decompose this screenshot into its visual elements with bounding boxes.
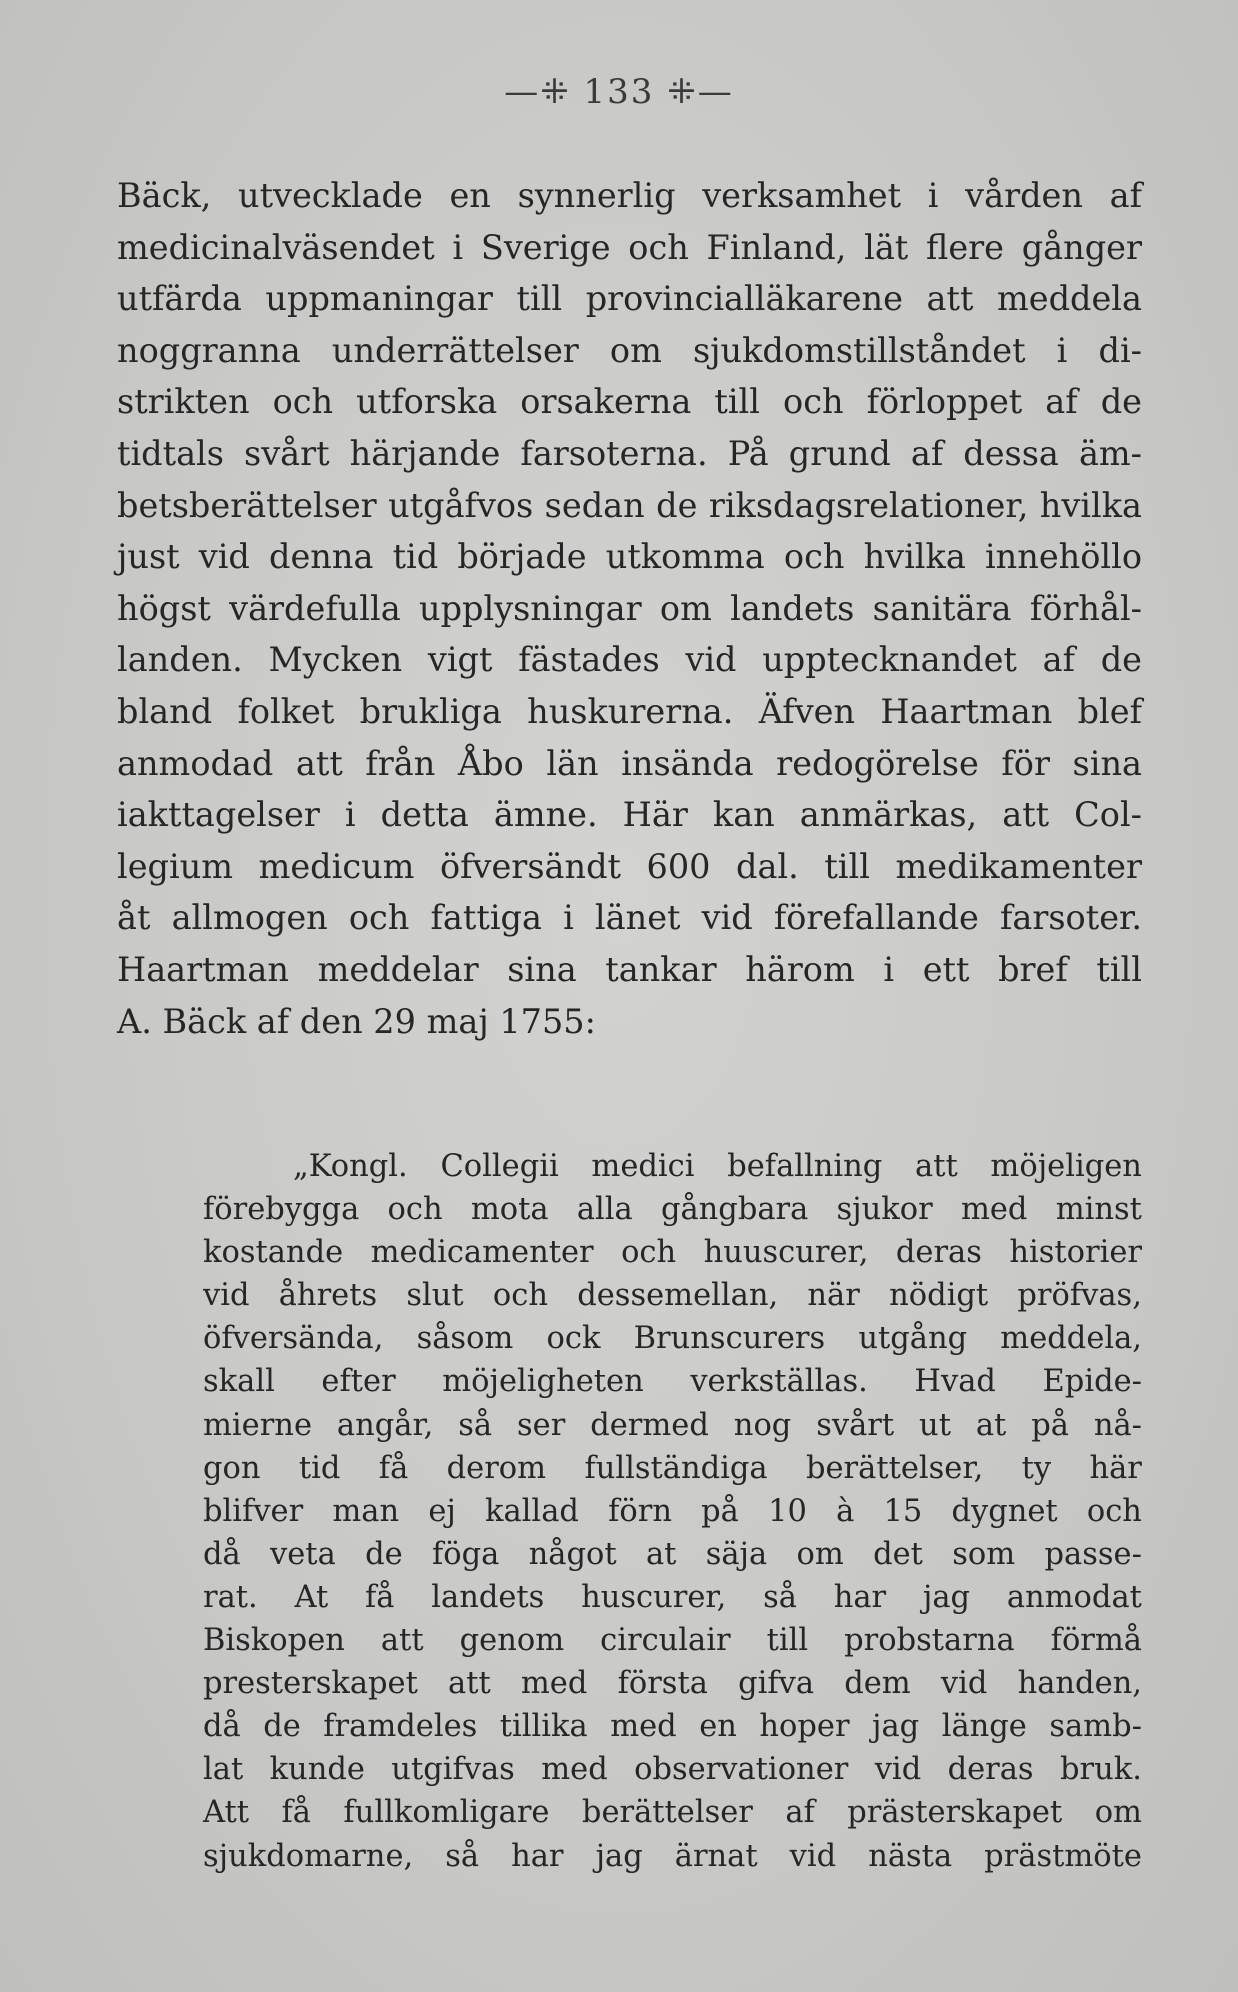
quote-word: tid (298, 1450, 341, 1486)
quote-word: „Kongl. (293, 1149, 408, 1184)
quote-word: det (873, 1536, 923, 1572)
quote-word: jag (595, 1838, 643, 1874)
paragraph-line: Haartman meddelar sina tankar härom i ett bref till (117, 949, 1142, 989)
quote-word: huuscurer, (703, 1235, 869, 1271)
paragraph-line: anmodad att från Åbo län insända redogörelse för sina (117, 743, 1142, 783)
quote-word: såsom (416, 1321, 514, 1357)
quote-word: probstarna (844, 1623, 1015, 1659)
quote-word: en (699, 1709, 737, 1745)
paragraph-line: Bäck, utvecklade en synnerlig verksamhet i vården af (117, 176, 1142, 215)
quote-line (203, 1231, 1142, 1274)
quote-word: ock (546, 1321, 601, 1357)
quote-word: sjukor (836, 1192, 933, 1228)
quote-word: gifva (738, 1666, 815, 1702)
quote-word: förebygga (203, 1192, 360, 1228)
quote-word: circulair (600, 1623, 731, 1659)
quote-word: medicamenter (370, 1235, 594, 1271)
quote-word: möjeligheten (442, 1364, 644, 1400)
quote-word: slut (406, 1278, 464, 1314)
paragraph-line: noggranna underrättelser om sjukdomstillståndet i di- (117, 330, 1142, 370)
quote-word: och (492, 1278, 548, 1314)
quote-word: så (445, 1838, 480, 1874)
quote-word: med (610, 1709, 677, 1745)
quote-line (203, 1404, 1142, 1447)
quote-word: då (203, 1536, 241, 1572)
quote-word: dem (844, 1666, 911, 1702)
quote-word: till (766, 1623, 809, 1659)
quote-word: kallad (485, 1493, 579, 1529)
quote-word: Brunscurers (633, 1321, 826, 1357)
quote-word: nog (733, 1407, 792, 1443)
paragraph-line: just vid denna tid började utkomma och hvilka innehöllo (117, 537, 1142, 577)
quote-word: deras (947, 1752, 1034, 1788)
quote-line (203, 1447, 1142, 1490)
quote-word: prästmöte (984, 1838, 1142, 1874)
quote-word: och (1086, 1493, 1142, 1529)
quote-line (203, 1533, 1142, 1576)
paragraph-line: A. Bäck af den 29 maj 1755: (117, 1001, 596, 1041)
quote-word: vid (203, 1278, 250, 1314)
quote-line (203, 1835, 1142, 1878)
quote-word: derom (446, 1450, 547, 1486)
paragraph-line: legium medicum öfversändt 600 dal. till medikamenter (117, 846, 1142, 886)
quote-line (203, 1748, 1142, 1791)
quote-word: veta (270, 1536, 336, 1572)
quote-word: Att (203, 1795, 250, 1831)
quote-word: anmodat (1006, 1579, 1142, 1615)
paragraph-line: bland folket brukliga huskurerna. Äfven Haartman blef (117, 691, 1142, 731)
quote-word: jag (872, 1709, 920, 1745)
quote-word: dermed (590, 1407, 709, 1443)
quote-word: då (203, 1709, 241, 1745)
quote-word: 10 (768, 1493, 807, 1529)
quote-word: har (511, 1838, 564, 1874)
quote-word: har (833, 1579, 887, 1615)
quote-line (203, 1490, 1142, 1533)
quote-word: blifver (203, 1493, 304, 1529)
paragraph-line: landen. Mycken vigt fästades vid upptecknandet af de (117, 640, 1142, 680)
paragraph-line: åt allmogen och fattiga i länet vid förefallande farsoter. (117, 898, 1142, 938)
quote-word: som (952, 1536, 1016, 1572)
quote-word: med (960, 1192, 1028, 1228)
quote-word: möjeligen (990, 1149, 1142, 1184)
quote-word: om (796, 1536, 844, 1572)
quote-word: nå- (1093, 1407, 1142, 1443)
quote-word: prästerskapet (847, 1795, 1063, 1831)
quote-word: rat. (203, 1579, 258, 1615)
quote-line (203, 1188, 1142, 1231)
quote-word: kunde (269, 1752, 365, 1788)
quote-line (203, 1791, 1142, 1834)
quote-word: med (541, 1752, 608, 1788)
quote-word: få (365, 1579, 395, 1615)
quote-word: vid (874, 1752, 922, 1788)
quote-word: första (617, 1666, 708, 1702)
quote-word: de (263, 1709, 301, 1745)
quote-word: när (807, 1278, 860, 1314)
quote-word: på (701, 1493, 739, 1529)
quote-word: vid (789, 1838, 837, 1874)
quote-word: fullkomligare (343, 1795, 550, 1831)
quote-line (203, 1619, 1142, 1662)
quote-word: få (281, 1795, 311, 1831)
quote-word: passe- (1044, 1536, 1142, 1572)
quote-word: at (645, 1536, 677, 1572)
page-header: —⁜ 133 ⁜— (504, 72, 734, 112)
quote-word: nästa (868, 1838, 953, 1874)
quote-word: handen, (1017, 1666, 1142, 1702)
quote-word: ser (517, 1407, 566, 1443)
quote-word: ut (919, 1407, 951, 1443)
quote-word: alla (576, 1192, 633, 1228)
quote-word: tillika (499, 1709, 588, 1745)
quote-word: åhrets (278, 1278, 378, 1314)
quote-word: efter (321, 1364, 396, 1400)
quote-word: berättelser (581, 1795, 753, 1831)
quote-line (203, 1576, 1142, 1619)
quote-word: berättelser, (805, 1450, 984, 1486)
quote-word: länge (941, 1709, 1027, 1745)
paragraph-line: strikten och utforska orsakerna till och förloppet af de (117, 382, 1142, 422)
quote-word: huscurer, (581, 1579, 727, 1615)
paragraph-line: iakttagelser i detta ämne. Här kan anmärkas, att Col- (117, 795, 1142, 835)
quote-word: Hvad (914, 1364, 996, 1400)
quote-word: genom (459, 1623, 565, 1659)
quote-line (203, 1274, 1142, 1317)
quote-word: vid (940, 1666, 988, 1702)
quote-word: fullständiga (584, 1450, 768, 1486)
quote-word: så (763, 1579, 797, 1615)
quote-word: af (785, 1795, 815, 1831)
quote-word: samb- (1049, 1709, 1142, 1745)
quote-word: utgifvas (391, 1752, 515, 1788)
quote-word: dygnet (951, 1493, 1058, 1529)
quote-word: dessemellan, (577, 1278, 779, 1314)
quote-word: At (294, 1579, 329, 1615)
quote-word: man (332, 1493, 400, 1529)
quote-word: och (387, 1192, 443, 1228)
main-paragraph (117, 170, 1142, 1047)
quote-word: skall (203, 1364, 275, 1400)
quote-word: något (528, 1536, 617, 1572)
quote-word: föga (431, 1536, 500, 1572)
quote-word: Epide- (1042, 1364, 1142, 1400)
quote-word: om (1094, 1795, 1142, 1831)
quote-word: förmå (1050, 1623, 1142, 1659)
quote-word: utgång (858, 1321, 968, 1357)
quote-word: med (520, 1666, 588, 1702)
quote-line (203, 1705, 1142, 1748)
quote-word: här (1089, 1450, 1142, 1486)
quote-word: bruk. (1059, 1752, 1142, 1788)
quote-word: på (1031, 1407, 1069, 1443)
quote-word: förn (608, 1493, 672, 1529)
quote-word: Collegii (440, 1149, 559, 1184)
quote-word: säja (705, 1536, 768, 1572)
quote-word: landets (431, 1579, 545, 1615)
quote-word: meddela, (1000, 1321, 1142, 1357)
paragraph-line: utfärda uppmaningar till provincialläkarene att meddela (117, 279, 1142, 319)
quote-word: så (458, 1407, 493, 1443)
quote-word: ej (428, 1493, 456, 1529)
quote-word: Biskopen (203, 1623, 345, 1659)
quote-word: angår, (336, 1407, 434, 1443)
quote-word: 15 (883, 1493, 923, 1529)
quote-line (203, 1317, 1142, 1360)
quote-word: at (975, 1407, 1007, 1443)
paragraph-line: betsberättelser utgåfvos sedan de riksdagsrelationer, hvilka (117, 485, 1142, 525)
quote-word: sjukdomarne, (203, 1838, 414, 1874)
quote-word: kostande (203, 1235, 344, 1271)
quote-line (203, 1145, 1142, 1188)
quote-word: observationer (634, 1752, 849, 1788)
quote-word: pröfvas, (1017, 1278, 1142, 1314)
quote-word: verkställas. (690, 1364, 868, 1400)
quote-word: historier (1009, 1235, 1142, 1271)
quote-word: jag (922, 1579, 971, 1615)
quoted-letter (203, 1145, 1142, 1878)
quote-word: medici (591, 1149, 695, 1184)
quote-word: minst (1055, 1192, 1142, 1228)
paragraph-line: medicinalväsendet i Sverige och Finland, lät flere gånger (117, 227, 1142, 267)
quote-word: nödigt (889, 1278, 989, 1314)
quote-word: öfversända, (203, 1321, 384, 1357)
quote-word: svårt (816, 1407, 895, 1443)
quote-word: få (378, 1450, 409, 1486)
quote-word: ärnat (674, 1838, 758, 1874)
quote-line (203, 1360, 1142, 1403)
quote-word: att (380, 1623, 424, 1659)
quote-word: mierne (203, 1407, 312, 1443)
quote-word: lat (203, 1752, 244, 1788)
quote-word: att (448, 1666, 491, 1702)
paragraph-line: högst värdefulla upplysningar om landets sanitära förhål- (117, 588, 1142, 628)
quote-word: befallning (727, 1149, 883, 1184)
quote-word: ty (1021, 1450, 1052, 1486)
quote-line (203, 1662, 1142, 1705)
quote-word: gångbara (660, 1192, 809, 1228)
quote-word: presterskapet (203, 1666, 418, 1702)
quote-word: gon (203, 1450, 261, 1486)
quote-word: framdeles (323, 1709, 478, 1745)
quote-word: de (365, 1536, 403, 1572)
quote-word: deras (895, 1235, 982, 1271)
paragraph-line: tidtals svårt härjande farsoterna. På grund af dessa äm- (117, 433, 1142, 473)
quote-word: mota (470, 1192, 549, 1228)
quote-word: à (836, 1493, 855, 1529)
quote-word: hoper (759, 1709, 850, 1745)
quote-word: att (915, 1149, 958, 1184)
quote-word: och (621, 1235, 677, 1271)
